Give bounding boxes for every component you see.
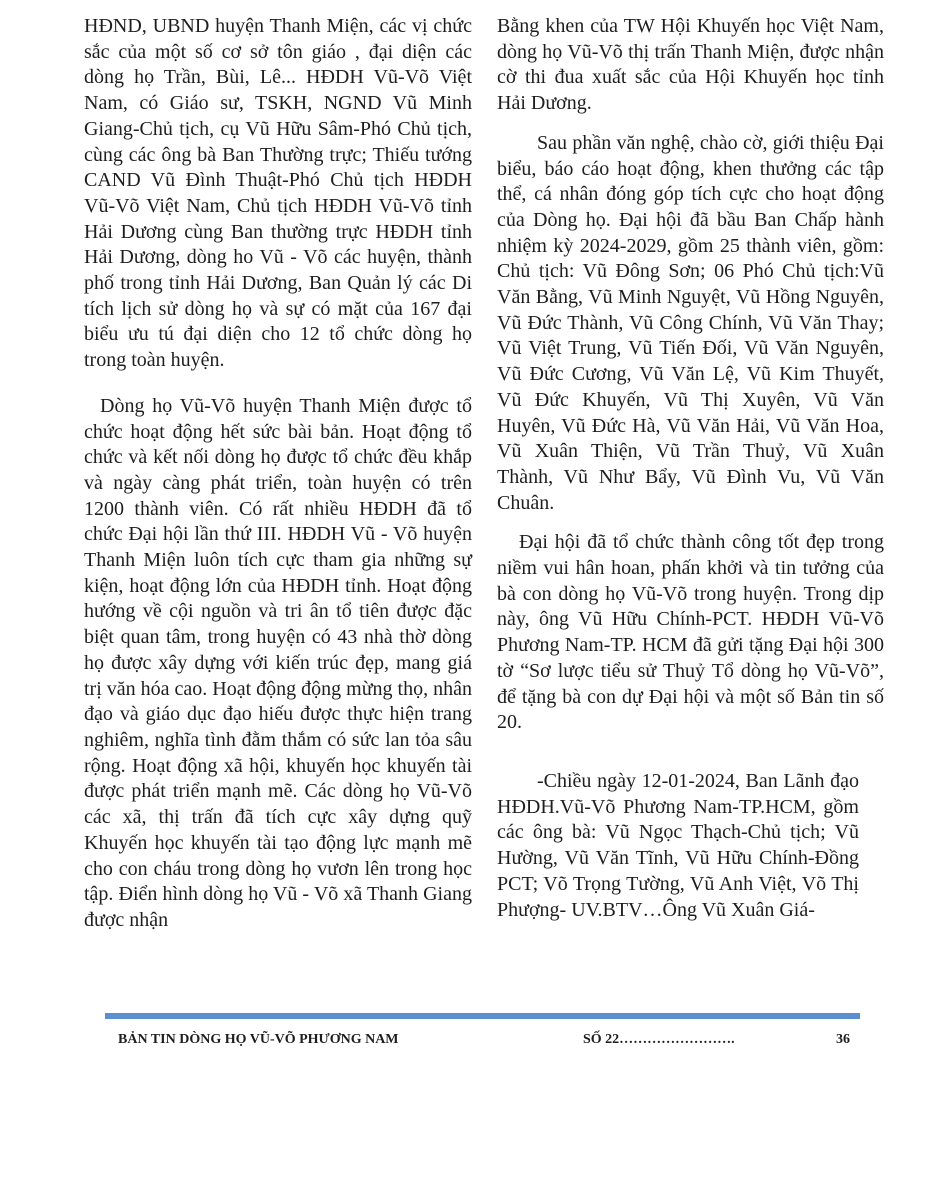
footer-issue-number: SỐ 22……………………. <box>583 1032 735 1047</box>
paragraph: Dòng họ Vũ-Võ huyện Thanh Miện được tổ chức hoạt động hết sức bài bản. Hoạt động tổ chức và kết nối dòng họ được tổ chức đều khắp và ngày càng phát triển, toàn huyện có trên 1200 thành viên. Có rất nhiều HĐDH đã tổ chức Đại hội lần thứ III. HĐDH Vũ - Võ huyện Thanh Miện luôn tích cực tham gia những sự kiện, hoạt động lớn của HĐDH tỉnh. Hoạt động hướng về cội nguồn và tri ân tổ tiên được đặc biệt quan tâm, trong huyện có 43 nhà thờ dòng họ được xây dựng với kiến trúc đẹp, mang giá trị văn hóa cao. Hoạt động động mừng thọ, nhân đạo và giáo dục đạo hiếu được thực hiện trang nghiêm, nghĩa tình đằm thắm có sức lan tỏa sâu rộng. Hoạt động xã hội, khuyến học khuyến tài được phát triển mạnh mẽ. Các dòng họ Vũ-Võ các xã, thị trấn đã tích cực xây dựng quỹ Khuyến học khuyến tài tạo động lực mạnh mẽ cho con cháu trong dòng họ vươn lên trong học tập. Điển hình dòng họ Vũ - Võ xã Thanh Giang được nhận <box>84 394 472 931</box>
paragraph: -Chiều ngày 12-01-2024, Ban Lãnh đạo HĐDH.Vũ-Võ Phương Nam-TP.HCM, gồm các ông bà: Vũ Ngọc Thạch-Chủ tịch; Vũ Hường, Vũ Văn Tĩnh, Vũ Hữu Chính-Đồng PCT; Võ Trọng Tường, Vũ Anh Việt, Võ Thị Phượng- UV.BTV…Ông Vũ Xuân Giá- <box>497 769 859 921</box>
footer-divider <box>105 1013 860 1019</box>
paragraph: Bằng khen của TW Hội Khuyến học Việt Nam, dòng họ Vũ-Võ thị trấn Thanh Miện, được nhận cờ thi đua xuất sắc của Hội Khuyến học tỉnh Hải Dương. <box>497 15 884 115</box>
paragraph: Sau phần văn nghệ, chào cờ, giới thiệu Đại biểu, báo cáo hoạt động, khen thưởng các tập thể, cá nhân đóng góp tích cực cho hoạt động của Dòng họ. Đại hội đã bầu Ban Chấp hành nhiệm kỳ 2024-2029, gồm 25 thành viên, gồm: Chủ tịch: Vũ Đông Sơn; 06 Phó Chủ tịch:Vũ Văn Bằng, Vũ Minh Nguyệt, Vũ Hồng Nguyên, Vũ Đức Thành, Vũ Công Chính, Vũ Văn Thay; Vũ Việt Trung, Vũ Tiến Đối, Vũ Văn Nguyên, Vũ Đức Cương, Vũ Văn Lệ, Vũ Kim Thuyết, Vũ Đức Khuyến, Vũ Thị Xuyên, Vũ Văn Huyên, Vũ Đức Hà, Vũ Văn Hải, Vũ Văn Hoa, Vũ Xuân Thiện, Vũ Trần Thuỷ, Vũ Xuân Thành, Vũ Như Bẩy, Vũ Đình Vu, Vũ Văn Chuân. <box>497 131 884 514</box>
paragraph: Đại hội đã tổ chức thành công tốt đẹp trong niềm vui hân hoan, phấn khởi và tin tưởng của bà con dòng họ Vũ-Võ trong huyện. Trong dịp này, ông Vũ Hữu Chính-PCT. HĐDH Vũ-Võ Phương Nam-TP. HCM đã gửi tặng Đại hội 300 tờ “Sơ lược tiểu sử Thuỷ Tổ dòng họ Vũ-Võ”, để tặng bà con dự Đại hội và một số Bản tin số 20. <box>497 531 884 734</box>
right-column <box>497 14 884 923</box>
paragraph: HĐND, UBND huyện Thanh Miện, các vị chức sắc của một số cơ sở tôn giáo , đại diện các dòng họ Trần, Bùi, Lê... HĐDH Vũ-Võ Việt Nam, có Giáo sư, TSKH, NGND Vũ Minh Giang-Chủ tịch, cụ Vũ Hữu Sâm-Phó Chủ tịch, cùng các ông bà Ban Thường trực; Thiếu tướng CAND Vũ Đình Thuật-Phó Chủ tịch HĐDH Vũ-Võ Việt Nam, Chủ tịch HĐDH Vũ-Võ tỉnh Hải Dương cùng Ban thường trực HĐDH tỉnh Hải Dương, dòng ho Vũ - Võ các huyện, thành phố trong tỉnh Hải Dương, Ban Quản lý các Di tích lịch sử dòng họ và sự có mặt của 167 đại biểu ưu tú đại diện cho 12 tổ chức dòng họ trong toàn huyện. <box>84 15 472 372</box>
footer-publication-title: BẢN TIN DÒNG HỌ VŨ-VÕ PHƯƠNG NAM <box>118 1032 399 1047</box>
left-column <box>84 14 472 934</box>
page-number: 36 <box>836 1032 850 1047</box>
